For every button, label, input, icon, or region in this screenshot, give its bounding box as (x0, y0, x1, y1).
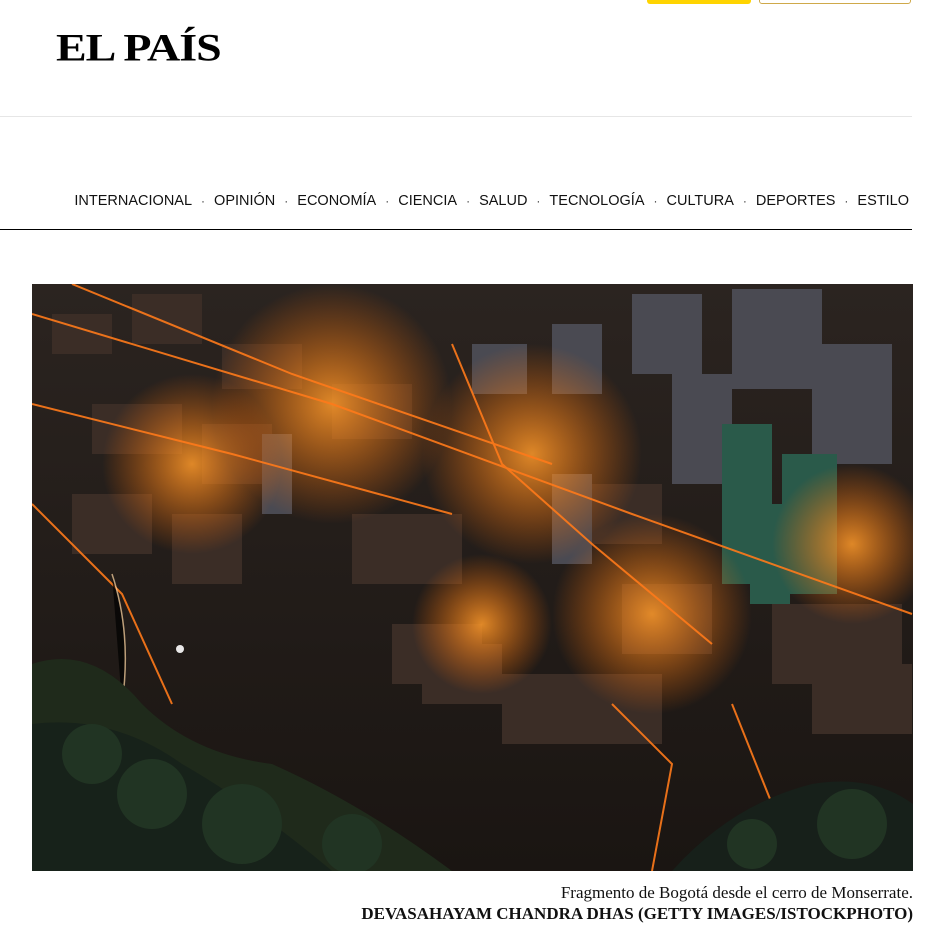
nav-item-ciencia[interactable]: CIENCIA (398, 193, 458, 209)
nav-separator: · (466, 194, 471, 208)
header-divider (0, 116, 912, 117)
nav-item-economia[interactable]: ECONOMÍA (297, 193, 377, 209)
nav-divider (0, 229, 912, 230)
nav-separator: · (536, 194, 541, 208)
nav-item-salud[interactable]: SALUD (479, 193, 528, 209)
nav-separator: · (742, 194, 747, 208)
login-button[interactable] (759, 0, 911, 4)
bogota-night-photo (32, 284, 913, 871)
image-caption (361, 882, 913, 924)
photo-credit: DEVASAHAYAM CHANDRA DHAS (GETTY IMAGES/ISTOCKPHOTO) (361, 904, 913, 923)
el-pais-logo[interactable]: EL PAÍS (56, 25, 221, 70)
nav-item-deportes[interactable]: DEPORTES (755, 193, 836, 209)
nav-separator: · (201, 194, 206, 208)
nav-item-tecnologia[interactable]: TECNOLOGÍA (549, 193, 645, 209)
nav-item-cultura[interactable]: CULTURA (666, 193, 734, 209)
caption-text: Fragmento de Bogotá desde el cerro de Monserrate. (560, 883, 913, 902)
nav-separator: · (284, 194, 289, 208)
nav-separator: · (844, 194, 849, 208)
nav-separator: · (653, 194, 658, 208)
subscribe-button[interactable] (647, 0, 751, 4)
nav-separator: · (385, 194, 390, 208)
hero-image (32, 284, 913, 871)
nav-item-estilo[interactable]: ESTILO (857, 193, 909, 209)
nav-item-internacional[interactable]: INTERNACIONAL (74, 193, 193, 209)
nav-item-opinion[interactable]: OPINIÓN (214, 193, 276, 209)
section-nav (74, 193, 909, 209)
